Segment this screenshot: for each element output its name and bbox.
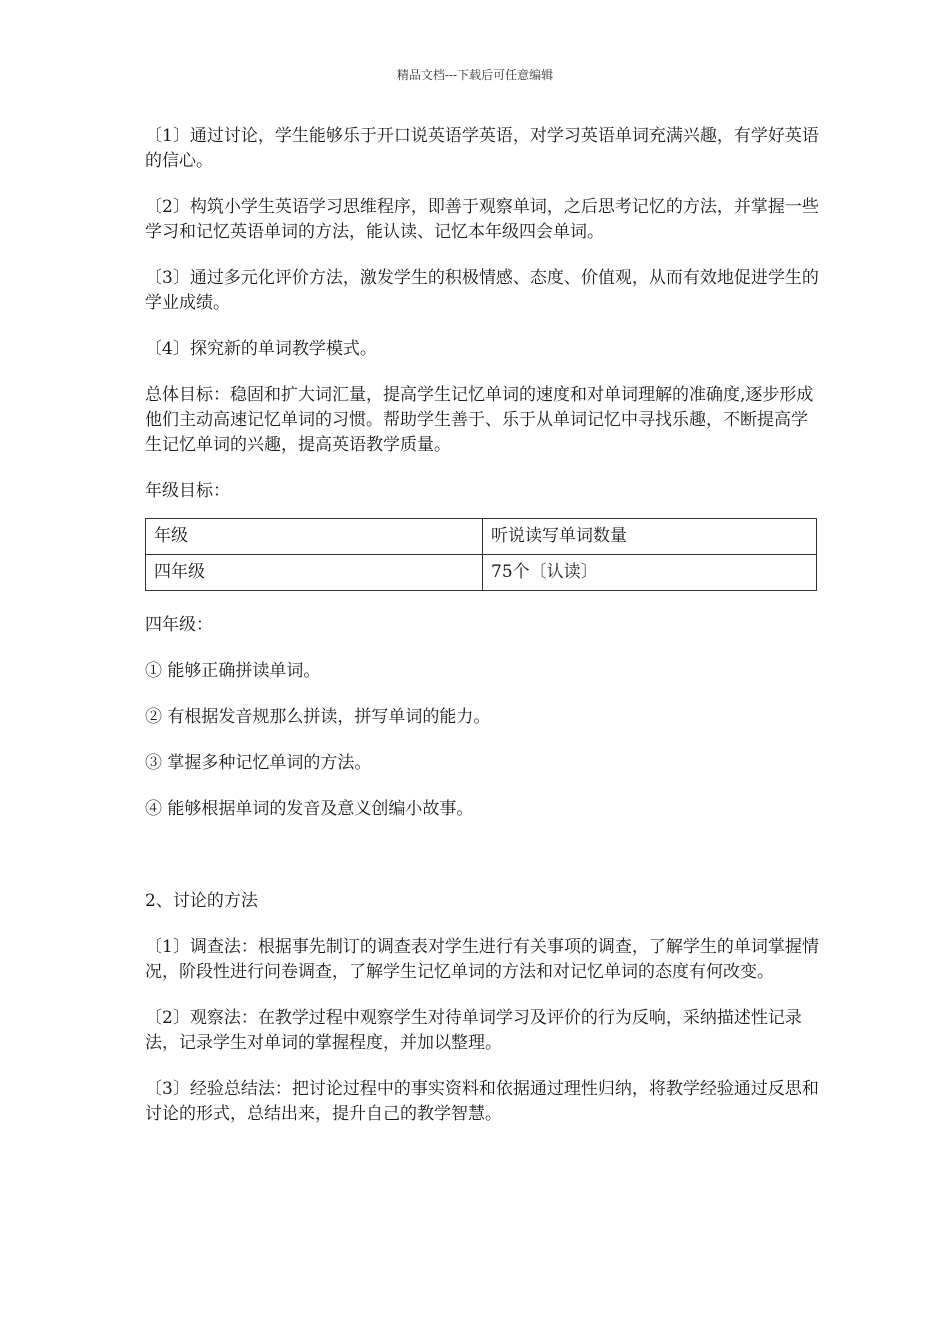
goal-2: 〔2〕构筑小学生英语学习思维程序，即善于观察单词，之后思考记忆的方法，并掌握一些学习和记忆英语单词的方法，能认读、记忆本年级四会单词。 [145,197,819,242]
goal-3: 〔3〕通过多元化评价方法，激发学生的积极情感、态度、价值观，从而有效地促进学生的学业成绩。 [145,268,819,313]
grade4-item-2: ② 有根据发音规那么拼读，拼写单词的能力。 [145,707,491,727]
overall-goal: 总体目标：稳固和扩大词汇量，提高学生记忆单词的速度和对单词理解的准确度,逐步形成他们主动高速记忆单词的习惯。帮助学生善于、乐于从单词记忆中寻找乐趣，不断提高学生记忆单词的兴趣，提高英语教学质量。 [145,385,814,455]
table-row [146,555,817,591]
grade4-label: 四年级： [145,615,213,635]
method-3: 〔3〕经验总结法：把讨论过程中的事实资料和依据通过理性归纳，将教学经验通过反思和讨论的形式，总结出来，提升自己的教学智慧。 [145,1079,819,1124]
document-body [145,124,820,1148]
grade-table [145,518,817,591]
method-2: 〔2〕观察法：在教学过程中观察学生对待单词学习及评价的行为反响，采纳描述性记录法，记录学生对单词的掌握程度，并加以整理。 [145,1008,802,1053]
method-1: 〔1〕调查法：根据事先制订的调查表对学生进行有关事项的调查，了解学生的单词掌握情况，阶段性进行问卷调查，了解学生记忆单词的方法和对记忆单词的态度有何改变。 [145,937,819,982]
table-header-cell: 年级 [146,519,483,555]
goal-4: 〔4〕探究新的单词教学模式。 [145,339,377,359]
table-cell: 75个〔认读〕 [483,555,817,591]
page-header: 精品文档---下载后可任意编辑 [396,68,554,82]
table-cell: 四年级 [146,555,483,591]
section2-title: 2、讨论的方法 [145,891,258,911]
goal-1: 〔1〕通过讨论，学生能够乐于开口说英语学英语，对学习英语单词充满兴趣，有学好英语的信心。 [145,126,819,171]
table-header-row [146,519,817,555]
section-spacer [145,843,820,889]
table-header-cell: 听说读写单词数量 [483,519,817,555]
grade4-item-1: ① 能够正确拼读单词。 [145,661,321,681]
grade4-item-4: ④ 能够根据单词的发音及意义创编小故事。 [145,799,474,819]
grade-goal-label: 年级目标： [145,481,230,501]
grade4-item-3: ③ 掌握多种记忆单词的方法。 [145,753,372,773]
